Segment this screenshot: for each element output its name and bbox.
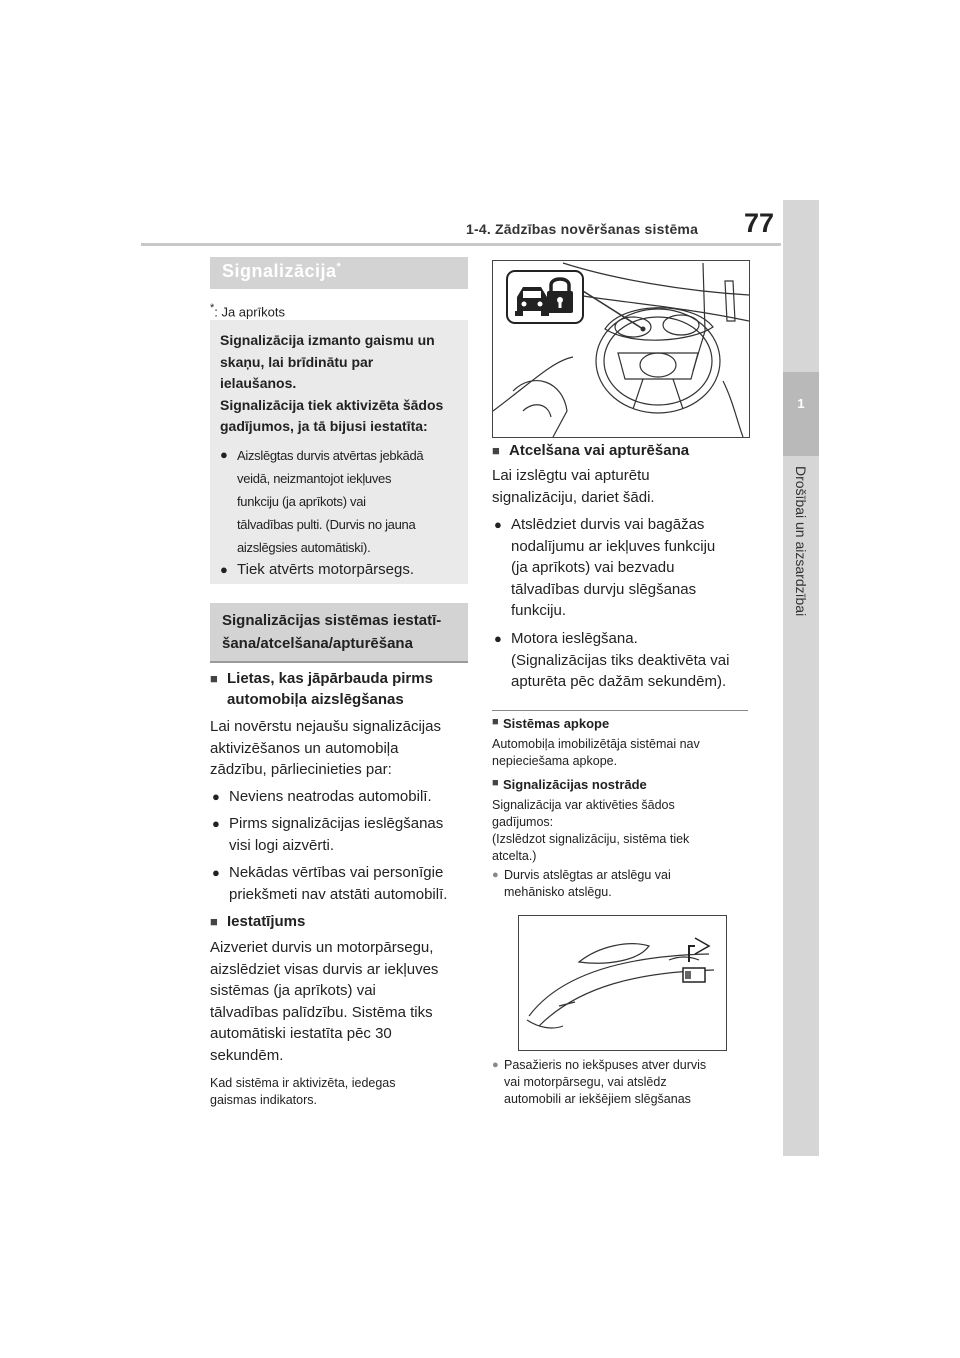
page-number: 77: [744, 208, 775, 238]
subheading-line: automobiļa aizslēgšanas: [227, 691, 404, 708]
note-line: vai motorpārsegu, vai atslēdz: [504, 1075, 667, 1089]
chapter-number: 1: [797, 396, 805, 411]
check-bullet: [212, 786, 468, 808]
dashboard-drawing: [493, 261, 749, 437]
intro-line: Signalizācija izmanto gaismu un: [220, 332, 435, 348]
intro-line: skaņu, lai brīdinātu par: [220, 353, 374, 370]
intro-line: ielaušanos.: [220, 375, 297, 391]
note-heading-maintenance: [492, 716, 748, 734]
note-text: [492, 736, 748, 770]
footnote-mark: *: [210, 302, 215, 314]
bullet-line: tālvadības pulti. (Durvis no jauna: [237, 517, 416, 532]
square-marker: ■: [492, 443, 500, 458]
bullet-line: funkciju (ja aprīkots) vai: [237, 494, 366, 509]
para-line: zādzību, pārliecinieties par:: [210, 761, 392, 778]
bullet-dot: ●: [212, 816, 220, 831]
note-line: mehānisko atslēgu.: [504, 885, 612, 899]
section-heading-signalizacija: [210, 257, 468, 289]
para-line: aizslēdziet visas durvis ar iekļuves: [210, 960, 439, 978]
bullet-line: Pirms signalizācijas ieslēgšanas: [229, 815, 444, 832]
bullet-line: Nekādas vērtības vai personīgie: [229, 864, 444, 881]
note-line: Kad sistēma ir aktivizēta, iedegas: [210, 1076, 396, 1090]
side-tab-top: [783, 200, 819, 372]
bullet-line: nodalījumu ar iekļuves funkciju: [511, 537, 716, 555]
note-line: gadījumos:: [492, 815, 554, 829]
para-line: sistēmas (ja aprīkots) vai: [210, 982, 376, 999]
side-tab-active: [783, 372, 819, 456]
small-note: [210, 1075, 468, 1109]
note-line: atcelta.): [492, 849, 537, 863]
note-line: automobili ar iekšējiem slēgšanas: [504, 1092, 691, 1106]
subheading-cancel: [492, 440, 748, 462]
bullet-line: Neviens neatrodas automobilī.: [229, 788, 432, 805]
check-bullet: [212, 862, 468, 906]
intro-line: Signalizācija tiek aktivizēta šādos: [220, 396, 444, 413]
bullet-dot: ●: [492, 869, 499, 881]
heading-line: Signalizācijas sistēmas iestatī-: [222, 612, 442, 629]
bullet-dot: ●: [220, 447, 228, 462]
note-line: gaismas indikators.: [210, 1093, 317, 1107]
subheading-line: Atcelšana vai apturēšana: [509, 442, 690, 459]
note-line: Durvis atslēgtas ar atslēgu vai: [504, 868, 671, 882]
para-line: sekundēm.: [210, 1046, 284, 1064]
bullet-line: (ja aprīkots) vai bezvadu: [511, 559, 675, 576]
bullet-line: Aizslēgtas durvis atvērtas jebkādā: [237, 448, 424, 463]
para-line: Aizveriet durvis un motorpārsegu,: [210, 939, 434, 956]
bullet-dot: ●: [220, 562, 228, 577]
square-marker: ■: [210, 671, 218, 686]
cancel-bullet: [494, 514, 748, 624]
chapter-title-text: Drošībai un aizsardzībai: [793, 466, 809, 617]
para-line: aktivizēšanos un automobiļa: [210, 739, 399, 757]
note-title: Sistēmas apkope: [503, 716, 610, 731]
note-line: (Izslēdzot signalizāciju, sistēma tiek: [492, 832, 690, 846]
info-bullet: [220, 444, 464, 554]
bullet-line: Tiek atvērts motorpārsegs.: [237, 561, 415, 578]
para-line: tālvadības palīdzību. Sistēma tiks: [210, 1003, 433, 1021]
bullet-dot: ●: [494, 631, 502, 646]
note-line: Signalizācija var aktivēties šādos: [492, 798, 675, 812]
subheading-setting: [210, 911, 468, 933]
bullet-line: aizslēgsies automātiski).: [237, 540, 371, 555]
bullet-line: Motora ieslēgšana.: [511, 630, 638, 647]
intro-line: gadījumos, ja tā bijusi iestatīta:: [220, 418, 428, 434]
bullet-line: Atslēdziet durvis vai bagāžas: [511, 516, 705, 533]
square-marker: ■: [210, 914, 218, 929]
subheading-line: Iestatījums: [227, 913, 306, 930]
bullet-line: priekšmeti nav atstāti automobilī.: [229, 885, 448, 903]
heading-line: šana/atcelšana/apturēšana: [222, 635, 413, 652]
cancel-bullet: [494, 628, 748, 694]
info-intro: [220, 330, 464, 438]
footnote-text: : Ja aprīkots: [214, 304, 286, 320]
dashboard-illustration: [492, 260, 750, 438]
para-line: signalizāciju, dariet šādi.: [492, 488, 655, 506]
check-bullet: [212, 813, 468, 857]
paragraph: [492, 465, 748, 508]
square-marker: ■: [492, 716, 499, 728]
subheading-checks: [210, 668, 468, 712]
footnote: [210, 302, 285, 319]
bullet-line: visi logi aizvērti.: [229, 836, 335, 854]
note-text: [492, 797, 748, 865]
note-line: nepieciešama apkope.: [492, 754, 618, 768]
chapter-title: [783, 456, 819, 676]
bullet-line: apturēta pēc dažām sekundēm).: [511, 673, 727, 690]
heading-text: Signalizācija: [222, 261, 337, 281]
bullet-line: tālvadības durvju slēgšanas: [511, 580, 697, 598]
note-line: Pasažieris no iekšpuses atver durvis: [504, 1058, 707, 1072]
bullet-dot: ●: [212, 789, 220, 804]
bullet-dot: ●: [212, 865, 220, 880]
note-bullet: [492, 867, 748, 903]
paragraph: [210, 716, 468, 781]
square-marker: ■: [492, 777, 499, 789]
note-heading-triggering: [492, 777, 748, 795]
para-line: Lai novērstu nejaušu signalizācijas: [210, 718, 441, 735]
notes-divider: [492, 710, 748, 711]
section-heading-settings: [210, 603, 468, 663]
door-handle-illustration: [518, 915, 727, 1051]
para-line: Lai izslēgtu vai apturētu: [492, 467, 650, 484]
door-handle-drawing: [519, 916, 726, 1050]
note-line: Automobiļa imobilizētāja sistēmai nav: [492, 737, 700, 751]
bullet-line: (Signalizācijas tiks deaktivēta vai: [511, 651, 730, 669]
section-title: 1-4. Zādzības novēršanas sistēma: [466, 221, 699, 237]
para-line: automātiski iestatīta pēc 30: [210, 1025, 392, 1042]
heading-asterisk: *: [336, 261, 342, 273]
note-bullet: [492, 1057, 748, 1111]
note-title: Signalizācijas nostrāde: [503, 777, 647, 792]
bullet-dot: ●: [494, 517, 502, 532]
header-rule: [141, 243, 781, 246]
bullet-line: funkciju.: [511, 602, 567, 619]
subheading-line: Lietas, kas jāpārbauda pirms: [227, 670, 433, 687]
bullet-line: veidā, neizmantojot iekļuves: [237, 471, 392, 486]
bullet-dot: ●: [492, 1059, 499, 1071]
info-bullet: [220, 559, 464, 581]
paragraph: [210, 937, 468, 1066]
